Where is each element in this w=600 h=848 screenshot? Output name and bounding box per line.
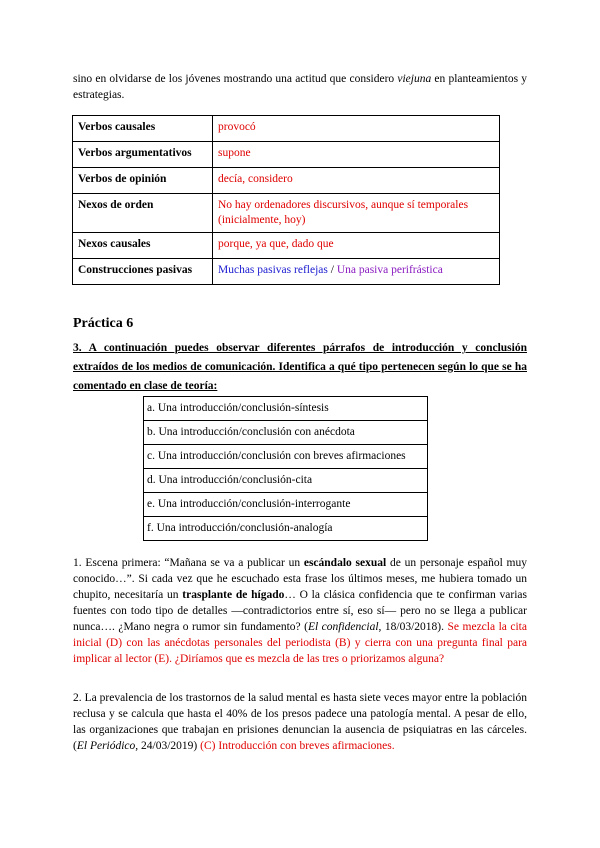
item-1-bold: escándalo sexual (303, 557, 387, 569)
row-label: Verbos argumentativos (73, 142, 213, 168)
item-1-date: , 18/03/2018). (378, 621, 448, 633)
item-2-paragraph (73, 690, 527, 754)
intro-italic-word: viejuna (397, 73, 432, 85)
item-2-text: 2. La prevalencia de los trastornos de la salud mental es hasta siete veces mayor entre la población reclusa y se calcula que hasta el 40% de los presos padece una patología mental. A pesar de ello, las organizaciones que trabajan en prisiones denuncian la ausencia de psiquiatras en las cárceles. ( (73, 692, 527, 752)
item-1-paragraph (73, 555, 527, 667)
practice-question: 3. A continuación puedes observar diferentes párrafos de introducción y conclusión extraídos de los medios de comunicación. Identifica a qué tipo pertenecen según lo que se ha comentado en clase de teoría: (73, 342, 527, 392)
row-value: supone (213, 142, 500, 168)
item-1-text: de un personaje español muy conocido…”. Si cada vez que he escuchado esta frase los últimos meses, me hubiera tomado un chupito, necesitaría un (73, 557, 527, 601)
option-cell: f. Una introducción/conclusión-analogía (144, 517, 428, 541)
table-row (144, 469, 428, 493)
row-value: decía, considero (213, 168, 500, 194)
intro-paragraph (73, 71, 527, 103)
analysis-table (72, 115, 500, 285)
table-row (144, 397, 428, 421)
row-label: Nexos de orden (73, 194, 213, 233)
item-1-text: 1. Escena primera: “Mañana se va a publicar un (73, 557, 304, 569)
value-blue: Muchas pasivas reflejas (218, 264, 328, 276)
item-1-text: … O la clásica confidencia que te confirman varias fuentes con todo tipo de detalles —contradictorios entre sí, eso sí— pero no se llega a publicar nunca…. ¿Mano negra o rumor sin fundamento? ( (73, 589, 527, 633)
item-2-date: , 24/03/2019) (135, 740, 201, 752)
row-value: No hay ordenadores discursivos, aunque sí temporales (inicialmente, hoy) (213, 194, 500, 233)
table-row (73, 168, 500, 194)
row-label: Verbos de opinión (73, 168, 213, 194)
option-cell: c. Una introducción/conclusión con breves afirmaciones (144, 445, 428, 469)
row-label: Construcciones pasivas (73, 259, 213, 285)
row-value (213, 259, 500, 285)
table-row (73, 142, 500, 168)
row-label: Nexos causales (73, 233, 213, 259)
value-purple: Una pasiva perifrástica (336, 264, 443, 276)
options-table (143, 396, 428, 541)
row-value: provocó (213, 116, 500, 142)
table-row (73, 233, 500, 259)
table-row (73, 116, 500, 142)
table-row (144, 517, 428, 541)
intro-text-end: en planteamientos y estrategias. (73, 73, 527, 101)
practice-heading: Práctica 6 (73, 316, 134, 331)
item-1-answer: Se mezcla la cita inicial (D) con las anécdotas personales del periodista (B) y cierra con una pregunta final para implicar al lector (E). ¿Diríamos que es mezcla de las tres o priorizamos alguna? (73, 621, 527, 665)
table-row (73, 194, 500, 233)
row-label: Verbos causales (73, 116, 213, 142)
item-2-source: El Periódico (76, 740, 136, 752)
item-1-source: El confidencial (307, 621, 379, 633)
table-row (73, 259, 500, 285)
option-cell: e. Una introducción/conclusión-interrogante (144, 493, 428, 517)
table-row (144, 445, 428, 469)
row-value: porque, ya que, dado que (213, 233, 500, 259)
option-cell: a. Una introducción/conclusión-síntesis (144, 397, 428, 421)
table-row (144, 493, 428, 517)
value-separator: / (327, 264, 337, 276)
intro-text: sino en olvidarse de los jóvenes mostrando una actitud que considero (73, 73, 398, 85)
item-1-bold: trasplante de hígado (182, 589, 285, 601)
table-row (144, 421, 428, 445)
item-2-answer: (C) Introducción con breves afirmaciones. (200, 740, 395, 752)
option-cell: d. Una introducción/conclusión-cita (144, 469, 428, 493)
option-cell: b. Una introducción/conclusión con anécdota (144, 421, 428, 445)
